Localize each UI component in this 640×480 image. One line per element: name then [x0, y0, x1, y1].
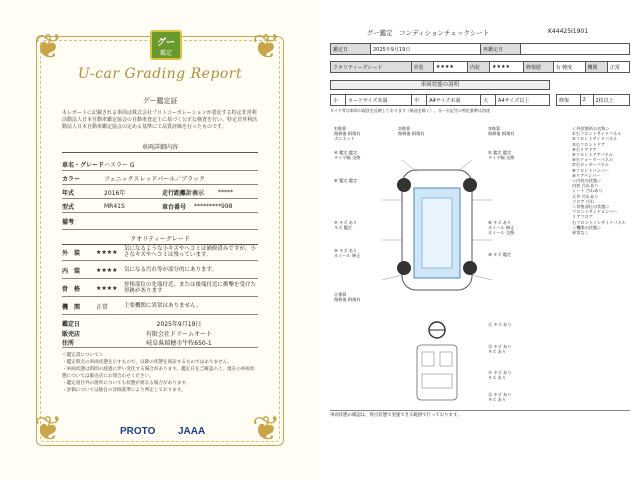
callout-13: ⑬ キズ あり キズ あり	[488, 344, 512, 354]
proto-logo: PROTO	[120, 426, 156, 437]
appraisal-date-row	[62, 318, 258, 328]
legend-line: フロントサイドメンバー	[572, 209, 618, 215]
legend-column	[572, 126, 638, 235]
ornament-bottom-left-icon: ❦	[34, 409, 63, 449]
interior-outline	[417, 345, 457, 400]
legend-line: ④右リアドア	[572, 146, 597, 152]
date-label-cell: 鑑定日	[331, 44, 371, 55]
grade-row-frame	[62, 280, 258, 297]
size-cell: 大	[481, 95, 496, 106]
exterior-value-cell: ★★★★	[433, 62, 467, 73]
car-diagram	[372, 140, 502, 405]
vin-label: 車台番号	[162, 203, 187, 211]
legend-line: ③右フロントドア	[572, 141, 605, 147]
callout-3: ③換算 傷修復 損傷有	[488, 126, 515, 136]
note-line: ・鑑定時点の車両状態を示すもので、以降の状態を保証するものではありません。	[62, 360, 233, 365]
grade-row-desc: 気になるような小キズやヘコミは補修済みですが、小さなキズやヘコミは残っています。	[124, 246, 256, 258]
badge-sub: 鑑定	[159, 50, 172, 57]
note-line: ＜鑑定書について＞	[62, 353, 104, 358]
sheet-footer: 車両状態の確認は、得点状態で実施できる範囲で行っております。	[330, 410, 630, 418]
legend-line: 天井 汚れあり	[572, 193, 599, 199]
date-label: 鑑定日	[62, 320, 81, 328]
redate-label-cell: 再鑑定日	[481, 44, 521, 55]
mileage-value: *****	[218, 188, 233, 196]
repair-cell: 修復	[557, 95, 581, 106]
grade-row-stars: ★★★★	[96, 284, 118, 292]
remarks-label: 備考	[62, 219, 75, 226]
grade-row-stars: ★★★★	[96, 266, 118, 274]
wheel-rear-right-icon	[463, 261, 477, 275]
callout-5: ⑤ 鑑定 鑑定 タイヤ幅 交換	[488, 150, 515, 160]
damage-size-table	[330, 94, 550, 106]
legend-line: 異常なし	[572, 230, 589, 236]
year-value: 2016年	[104, 189, 126, 197]
vin-value: *********998	[194, 202, 233, 210]
date-value-cell: 2025年9月19日	[371, 44, 481, 55]
grade-row-desc: 主要機関に異常はありません。	[124, 303, 202, 309]
sheet-date-table	[330, 43, 630, 55]
legend-line: ＜骨格部位の状態＞	[572, 204, 610, 210]
interior-label-cell: 内装	[467, 62, 489, 73]
legend-line: 右フロントインサイドパネル	[572, 219, 626, 225]
callout-4: ④ 鑑定 鑑定 タイヤ幅 交換	[334, 150, 361, 160]
legend-line: ＜内装の状態＞	[572, 178, 602, 184]
address-value: 岐阜県瑞穂市牛牧650-1	[146, 340, 212, 347]
legend-line: シート 汚れあり	[572, 188, 603, 194]
grade-row-label: 骨 格	[62, 285, 81, 293]
callout-9: ⑨ キズ あり ホイール 修正	[334, 248, 361, 258]
interior-value-cell: ★★★★	[490, 62, 524, 73]
repair-value-cell: 有 軽度	[553, 62, 585, 73]
dealer-row	[62, 328, 258, 338]
quality-label-cell: クオリティーグレード	[331, 62, 412, 73]
legend-line: 内装 汚れあり	[572, 183, 599, 189]
date-value: 2025年9月19日	[156, 320, 202, 328]
grade-row-label: 外 装	[62, 249, 81, 257]
color-label: カラー	[62, 175, 81, 183]
legend-line: ①右フロントサイドパネル	[572, 131, 622, 137]
mileage-label: 走行距離計表示	[162, 189, 205, 197]
model-label: 型式	[62, 203, 75, 211]
wheel-front-right-icon	[463, 178, 477, 192]
vehicle-color-row	[62, 172, 258, 185]
repair-count-table	[556, 94, 630, 106]
size-cell: カードサイズ未満	[345, 95, 411, 106]
repair-cell: 2枚以上	[593, 95, 630, 106]
legend-line: ⑤フロントドアパネル	[572, 152, 613, 158]
wheel-rear-left-icon	[397, 261, 411, 275]
jaaa-logo: JAAA	[178, 426, 206, 437]
address-row	[62, 338, 258, 348]
engine-value-cell: 正常	[607, 62, 629, 73]
grade-row-label: 機 関	[62, 303, 81, 311]
legend-line: フロア 汚れ	[572, 198, 595, 204]
size-cell: 小	[331, 95, 346, 106]
dealer-label: 販売店	[62, 330, 81, 338]
report-title: U-car Grading Report	[77, 66, 243, 82]
grade-row-engine	[62, 298, 258, 315]
certificate-intro: 本レポートに記載される車両は株式会社プロトコーポレーションが委託する特定非営利活動法人日本自動車鑑定協会の自動車査定士に基づく公正な検査を行い、特定非営利活動法人日本自動車鑑定協会の定める基準にて品質評価を行ったものです。	[62, 110, 258, 130]
ornament-top-left-icon: ❦	[34, 27, 63, 67]
sheet-grade-table	[330, 61, 630, 73]
wheel-front-left-icon	[397, 178, 411, 192]
certificate-notes	[62, 352, 258, 394]
vehicle-state-title: 車両状態の説明	[330, 80, 550, 90]
legend-line: ＜外装箇所の名称＞	[572, 126, 610, 131]
callout-6: ⑥ 鑑定 鑑定	[334, 178, 358, 183]
car-roof	[422, 198, 452, 268]
grade-row-label: 内 装	[62, 267, 81, 275]
callout-10: ⑩ キズ 鑑定	[488, 252, 512, 257]
vehicle-grade-row	[62, 158, 258, 171]
engine-label-cell: 機関	[585, 62, 607, 73]
callout-8: ⑧ キズ あり ホイール 修正 ホイール 交換	[488, 220, 515, 235]
grade-row-desc: 気になる汚れ等が部分的にあります。	[124, 267, 218, 273]
size-cell: 中	[412, 95, 427, 106]
year-label: 年式	[62, 189, 75, 197]
grade-value: ハスラー G	[104, 161, 135, 169]
repair-label-cell: 修復歴	[523, 62, 553, 73]
note-line: ・車両状態は時間の経過に伴い変化する場合があります。鑑定日をご確認の上、現在の車両状態については販売店にお問合わせください。	[62, 367, 255, 379]
callout-1: ①換算 傷修復 損傷有 ボンネット	[334, 126, 361, 141]
badge-text: グー	[156, 38, 175, 48]
color-value: フェニックスレッドパール／ブラック	[104, 175, 205, 183]
grade-row-stars: 正常	[96, 303, 109, 311]
grade-row-interior	[62, 262, 258, 279]
dealer-value: 有限会社ドリームオート	[145, 330, 212, 338]
grade-row-stars: ★★★★	[96, 248, 118, 256]
seat-rear	[422, 374, 452, 388]
note-line: ・鑑定項目外の箇所についても状態が異なる場合があります。	[62, 381, 191, 386]
sheet-id: K44425I1901	[548, 28, 589, 35]
grade-label: 車名・グレード	[62, 161, 105, 169]
grade-row-exterior	[62, 244, 258, 261]
callout-7: ⑦ キズ あり キズ 鑑定	[334, 220, 358, 230]
callout-15: ⑮ キズ あり キズ あり	[488, 392, 512, 402]
goo-badge-logo	[150, 30, 182, 60]
legend-line: ⑨リアバンパー	[572, 172, 601, 178]
size-cell: A4サイズ以上	[496, 95, 550, 106]
callout-11: ⑪換算 傷修復 損傷有	[334, 292, 361, 302]
size-cell: A4サイズ未満	[427, 95, 481, 106]
legend-line: ＜機関の状態＞	[572, 224, 602, 230]
seat-front-left	[422, 352, 434, 366]
callout-12: ⑫ キズ あり	[488, 322, 512, 327]
callout-14: ⑭ キズ あり キズ あり	[488, 370, 512, 380]
repair-cell: 2	[580, 95, 593, 106]
seat-front-right	[440, 352, 452, 366]
note-line: ・評価については独自の評価基準により判定しております。	[62, 388, 186, 393]
legend-line: ⑥右クォーターパネル	[572, 157, 614, 163]
vehicle-section-title: 車両詳細内容	[62, 142, 258, 153]
exterior-label-cell: 外装	[411, 62, 433, 73]
model-value: MR41S	[104, 202, 125, 210]
quality-section-title: クオリティーグレード	[62, 234, 258, 245]
vehicle-year-row	[62, 186, 258, 199]
legend-line: ⑧フロントバンパー	[572, 167, 609, 173]
ornament-bottom-right-icon: ❦	[252, 409, 281, 449]
sheet-small-notes: タイヤ等は車両の現状を反映しております（新品を除く）。Ⓐ～Ⓔ記号の判定基準は別途	[330, 108, 490, 113]
legend-line: ②フロントサイドパネル	[572, 136, 618, 142]
sheet-title: グー鑑定 コンディションチェックシート	[366, 29, 490, 37]
callout-2: ②換算 傷修復 損傷有	[398, 126, 425, 136]
ornament-top-right-icon: ❦	[252, 27, 281, 67]
redate-value-cell	[521, 44, 630, 55]
certificate-subtitle: グー鑑定証	[142, 97, 178, 105]
vehicle-remarks-row	[62, 214, 258, 230]
address-label: 住所	[62, 340, 75, 347]
vehicle-model-row	[62, 200, 258, 213]
legend-line: リアフロア	[572, 214, 593, 220]
grade-row-desc: 骨格部位の先端付近、または後端付近に衝撃を受けた形跡があります	[124, 282, 257, 294]
legend-line: ⑦右ロッカーパネル	[572, 162, 609, 168]
